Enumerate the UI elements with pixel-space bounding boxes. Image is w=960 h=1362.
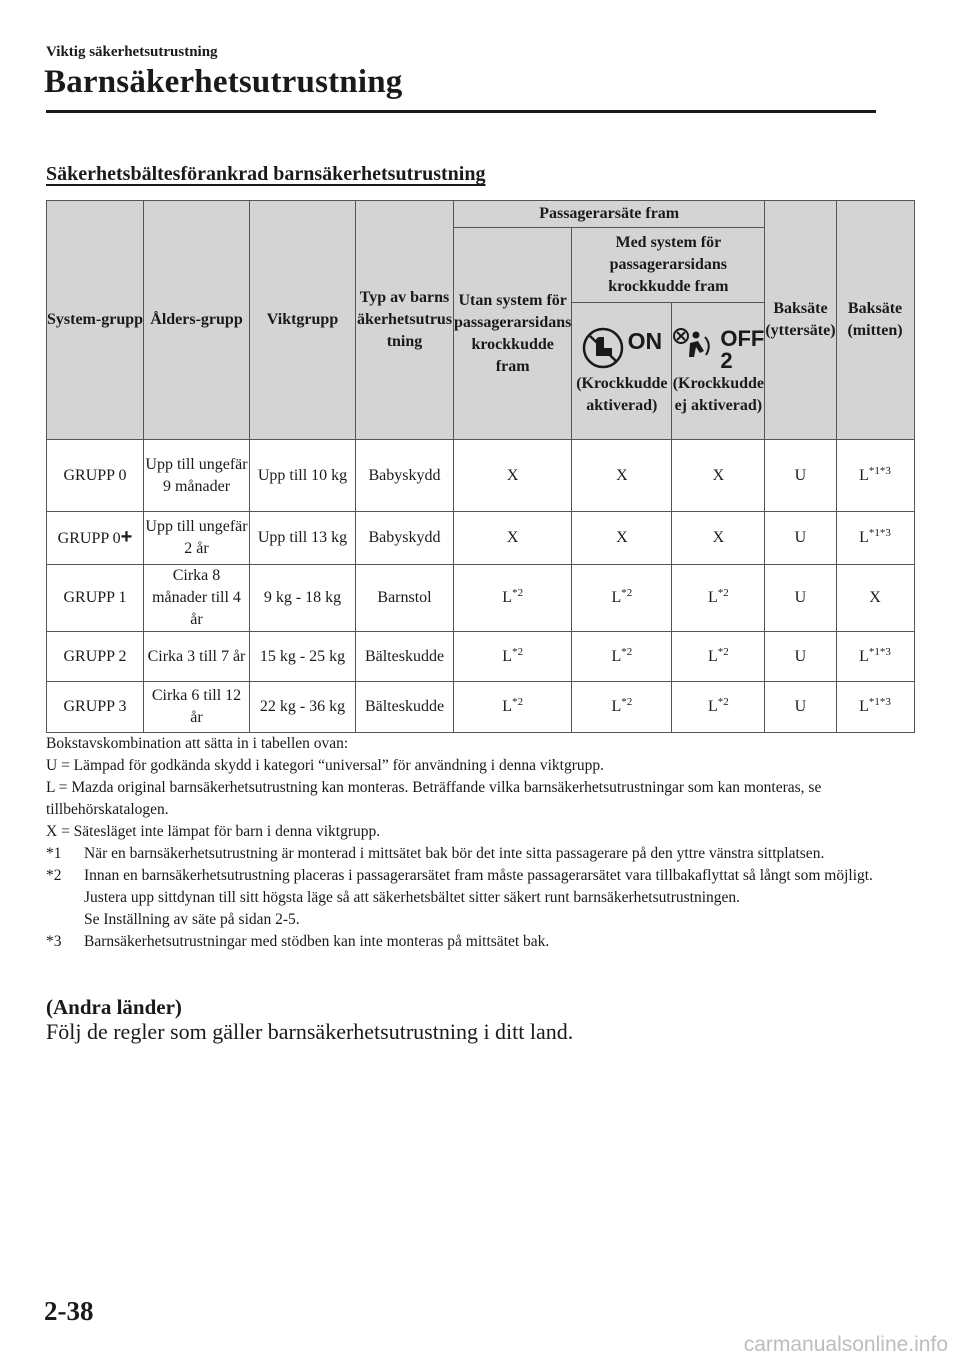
cell-front-on: $L^{*2}$ xyxy=(572,682,672,733)
cell-front-on: X xyxy=(572,512,672,565)
cell-group: GRUPP 3 xyxy=(47,682,144,733)
cell-front-on: $L^{*2}$ xyxy=(572,565,672,632)
cell-age: Cirka 8 månader till 4 år xyxy=(144,565,250,632)
notes xyxy=(46,733,876,953)
header-system-group: System-grupp xyxy=(47,201,144,440)
cell-rear-outer: U xyxy=(765,632,836,682)
table-row xyxy=(47,512,915,565)
cell-rear-outer: U xyxy=(765,565,836,632)
table-row xyxy=(47,682,915,733)
cell-age: Upp till ungefär 2 år xyxy=(144,512,250,565)
cell-type: Bälteskudde xyxy=(356,632,454,682)
cell-age: Cirka 6 till 12 år xyxy=(144,682,250,733)
cell-rear-outer: U xyxy=(765,440,836,512)
cell-front-off: $L^{*2}$ xyxy=(672,632,765,682)
child-seat-table-wrapper xyxy=(46,200,915,733)
cell-front-without: X xyxy=(454,440,572,512)
cell-front-without: $L^{*2}$ xyxy=(454,682,572,733)
footnote-2 xyxy=(46,865,876,931)
footnote-1 xyxy=(46,843,876,865)
cell-rear-middle: $L^{*1*3}$ xyxy=(836,632,914,682)
other-countries-heading: (Andra länder) xyxy=(46,995,182,1019)
footnote-3 xyxy=(46,931,876,953)
airbag-on-status: (Krockkudde aktiverad) xyxy=(576,375,668,414)
cell-front-off: $L^{*2}$ xyxy=(672,565,765,632)
header-seat-type: Typ av barnsäkerhetsutrustning xyxy=(356,201,454,440)
cell-rear-middle: $L^{*1*3}$ xyxy=(836,440,914,512)
airbag-off-icon xyxy=(672,325,718,371)
cell-front-off: X xyxy=(672,512,765,565)
cell-group: GRUPP 2 xyxy=(47,632,144,682)
watermark: carmanualsonline.info xyxy=(743,1333,948,1356)
footnote-text: Barnsäkerhetsutrustningar med stödben kan inte monteras på mittsätet bak. xyxy=(84,933,550,950)
airbag-on-label: ON xyxy=(627,328,663,354)
other-countries-text: Följ de regler som gäller barnsäkerhetsutrustning i ditt land. xyxy=(46,1019,574,1044)
section-label: Viktig säkerhetsutrustning xyxy=(46,44,218,60)
airbag-off-label: OFF xyxy=(720,326,765,351)
footnote-key: *3 xyxy=(46,933,62,950)
header-rear-outer: Baksäte (yttersäte) xyxy=(765,201,836,440)
cell-type: Babyskydd xyxy=(356,440,454,512)
footnote-page-ref: Se Inställning av säte på sidan 2-5. xyxy=(84,911,300,928)
cell-age: Cirka 3 till 7 år xyxy=(144,632,250,682)
cell-type: Babyskydd xyxy=(356,512,454,565)
footnote-key: *2 xyxy=(46,867,62,884)
cell-type: Bälteskudde xyxy=(356,682,454,733)
cell-weight: 15 kg - 25 kg xyxy=(250,632,356,682)
page-number: 2-38 xyxy=(44,1296,94,1326)
airbag-off-number: 2 xyxy=(720,348,733,373)
cell-front-on: X xyxy=(572,440,672,512)
note-x: X = Sätesläget inte lämpat för barn i denna viktgrupp. xyxy=(46,823,381,840)
cell-front-off: X xyxy=(672,440,765,512)
table-row xyxy=(47,632,915,682)
cell-group: GRUPP 0+ xyxy=(47,512,144,565)
note-u: U = Lämpad för godkända skydd i kategori “universal” för användning i denna viktgrupp. xyxy=(46,757,604,774)
note-l: L = Mazda original barnsäkerhetsutrustning kan monteras. Beträffande vilka barnsäkerhetsutrustningar som kan monteras, se tillbehörskatalogen. xyxy=(46,779,822,818)
footnote-text: När en barnsäkerhetsutrustning är monterad i mittsätet bak bör det inte sitta passagerare på den yttre vänstra sittplatsen. xyxy=(84,845,825,862)
airbag-off-status: (Krockkudde ej aktiverad) xyxy=(672,375,764,414)
header-age-group: Ålders-grupp xyxy=(144,201,250,440)
cell-age: Upp till ungefär 9 månader xyxy=(144,440,250,512)
header-front-seat: Passagerarsäte fram xyxy=(454,201,765,228)
notes-intro: Bokstavskombination att sätta in i tabellen ovan: xyxy=(46,735,349,752)
cell-rear-middle: X xyxy=(836,565,914,632)
child-seat-icon xyxy=(582,326,624,370)
table-row xyxy=(47,440,915,512)
cell-rear-outer: U xyxy=(765,512,836,565)
cell-rear-outer: U xyxy=(765,682,836,733)
cell-front-on: $L^{*2}$ xyxy=(572,632,672,682)
cell-group: GRUPP 0 xyxy=(47,440,144,512)
footnote-key: *1 xyxy=(46,845,62,862)
title-rule xyxy=(46,110,876,113)
cell-front-without: $L^{*2}$ xyxy=(454,565,572,632)
footnote-text: Innan en barnsäkerhetsutrustning placeras i passagerarsätet fram måste passagerarsätet vara tillbakaflyttat så långt som möjligt. Justera upp sittdynan till sitt högsta läge så att säkerhetsbältet sitter säkert runt barnsäkerhetsutrustningen. xyxy=(84,867,873,906)
header-rear-middle: Baksäte (mitten) xyxy=(836,201,914,440)
cell-weight: Upp till 10 kg xyxy=(250,440,356,512)
child-seat-table xyxy=(46,200,915,733)
header-airbag-off xyxy=(672,303,765,440)
plus-icon: + xyxy=(120,526,133,548)
cell-front-off: $L^{*2}$ xyxy=(672,682,765,733)
cell-front-without: $L^{*2}$ xyxy=(454,632,572,682)
page-title: Barnsäkerhetsutrustning xyxy=(44,64,403,100)
header-with-airbag-system: Med system för passagerarsidans krockkudde fram xyxy=(572,228,765,303)
cell-type: Barnstol xyxy=(356,565,454,632)
table-row xyxy=(47,565,915,632)
header-without-airbag-system: Utan system för passagerarsidans krockkudde fram xyxy=(454,228,572,440)
cell-front-without: X xyxy=(454,512,572,565)
header-airbag-on xyxy=(572,303,672,440)
cell-rear-middle: $L^{*1*3}$ xyxy=(836,682,914,733)
cell-weight: 9 kg - 18 kg xyxy=(250,565,356,632)
cell-group: GRUPP 1 xyxy=(47,565,144,632)
cell-weight: Upp till 13 kg xyxy=(250,512,356,565)
header-weight-group: Viktgrupp xyxy=(250,201,356,440)
cell-rear-middle: $L^{*1*3}$ xyxy=(836,512,914,565)
cell-weight: 22 kg - 36 kg xyxy=(250,682,356,733)
table-title: Säkerhetsbältesförankrad barnsäkerhetsutrustning xyxy=(46,163,486,185)
